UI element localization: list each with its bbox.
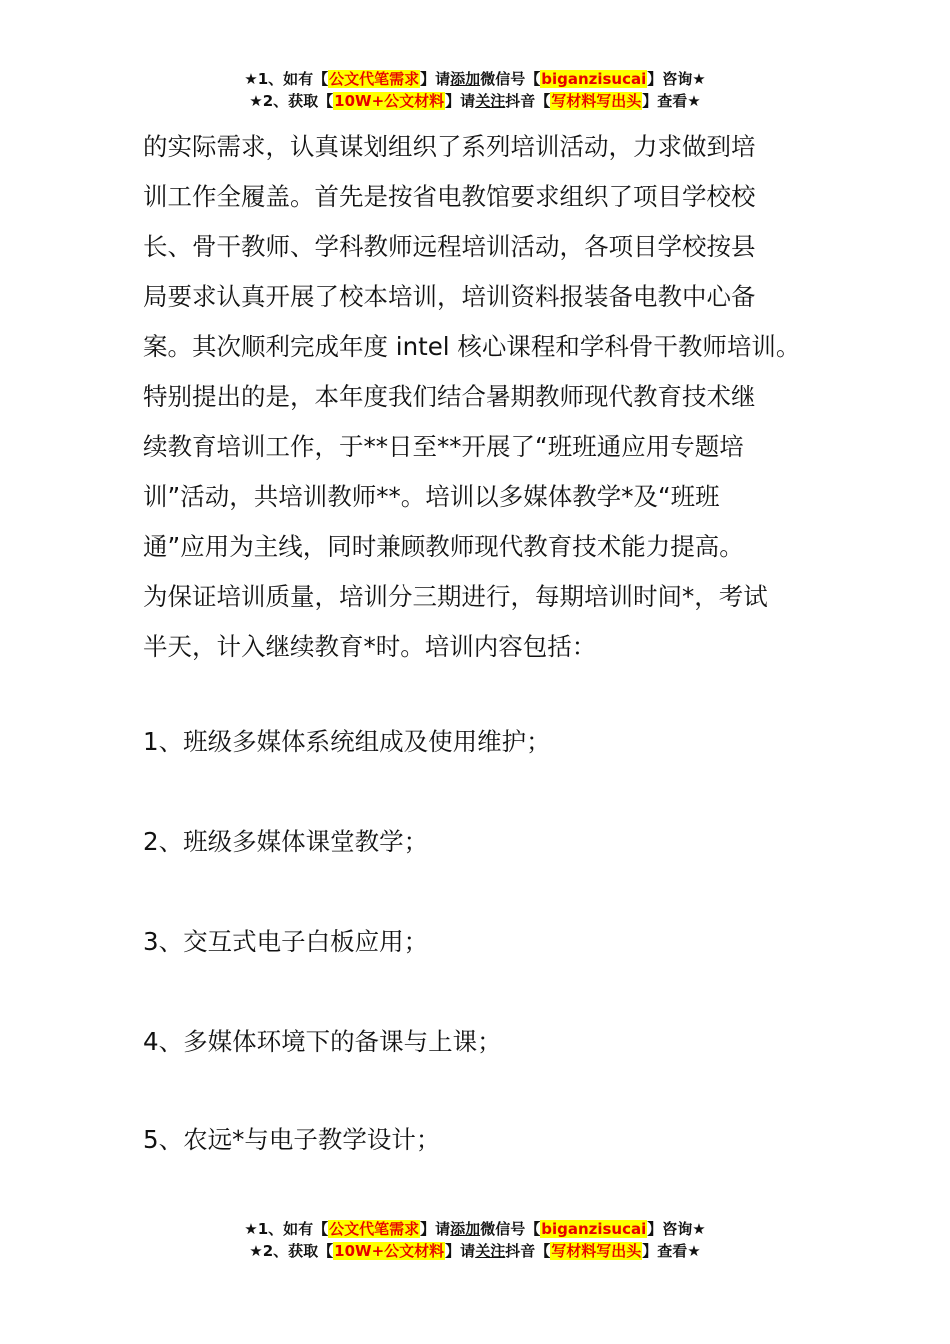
header-text: 1、如有【 (257, 70, 329, 88)
highlight-materials: 10W+公文材料 (334, 92, 445, 110)
header-banner-top (0, 68, 950, 112)
star-icon: ★ (244, 70, 258, 88)
header-text: 微信号【 (480, 70, 541, 88)
highlight-service: 公文代笔需求 (329, 70, 420, 88)
header-underline-text: 添加 (450, 70, 481, 88)
footer-line-2 (0, 1240, 950, 1262)
list-item-5: 5、农远*与电子教学设计； (143, 1125, 441, 1154)
highlight-douyin-account: 写材料写出头 (551, 1242, 642, 1260)
footer-text: 】请 (420, 1220, 451, 1238)
header-banner-bottom (0, 1218, 950, 1262)
star-icon: ★ (687, 92, 701, 110)
footer-text: 】咨询 (647, 1220, 693, 1238)
list-item-2: 2、班级多媒体课堂教学； (143, 827, 429, 856)
header-text: 】查看 (642, 92, 688, 110)
star-icon: ★ (687, 1242, 701, 1260)
header-text: 抖音【 (505, 92, 551, 110)
list-item-1: 1、班级多媒体系统组成及使用维护； (143, 727, 551, 756)
footer-text: 微信号【 (480, 1220, 541, 1238)
header-text: 】咨询 (647, 70, 693, 88)
body-line: 通”应用为主线，同时兼顾教师现代教育技术能力提高。 (143, 532, 744, 561)
footer-underline-text: 关注 (475, 1242, 506, 1260)
footer-text: 1、如有【 (257, 1220, 329, 1238)
header-line-1 (0, 68, 950, 90)
footer-text: 】查看 (642, 1242, 688, 1260)
highlight-materials: 10W+公文材料 (334, 1242, 445, 1260)
body-paragraph (143, 122, 833, 672)
body-line: 特别提出的是，本年度我们结合暑期教师现代教育技术继 (143, 382, 756, 411)
header-text: 】请 (445, 92, 476, 110)
star-icon: ★ (692, 1220, 706, 1238)
body-line: 长、骨干教师、学科教师远程培训活动，各项目学校按县 (143, 232, 756, 261)
list-item-4: 4、多媒体环境下的备课与上课； (143, 1027, 502, 1056)
star-icon: ★ (249, 1242, 263, 1260)
body-line: 训工作全履盖。首先是按省电教馆要求组织了项目学校校 (143, 182, 756, 211)
highlight-douyin-account: 写材料写出头 (551, 92, 642, 110)
body-line: 的实际需求，认真谋划组织了系列培训活动，力求做到培 (143, 132, 756, 161)
highlight-wechat-id: biganzisucai (541, 70, 647, 88)
footer-text: 2、获取【 (262, 1242, 334, 1260)
highlight-wechat-id: biganzisucai (541, 1220, 647, 1238)
body-line: 为保证培训质量，培训分三期进行，每期培训时间*，考试 (143, 582, 768, 611)
list-item-3: 3、交互式电子白板应用； (143, 927, 429, 956)
star-icon: ★ (249, 92, 263, 110)
footer-underline-text: 添加 (450, 1220, 481, 1238)
header-text: 2、获取【 (262, 92, 334, 110)
footer-line-1 (0, 1218, 950, 1240)
header-line-2 (0, 90, 950, 112)
star-icon: ★ (692, 70, 706, 88)
body-line: 训”活动，共培训教师**。培训以多媒体教学*及“班班 (143, 482, 720, 511)
footer-text: 】请 (445, 1242, 476, 1260)
body-line: 局要求认真开展了校本培训，培训资料报装备电教中心备 (143, 282, 756, 311)
footer-text: 抖音【 (505, 1242, 551, 1260)
body-line: 续教育培训工作，于**日至**开展了“班班通应用专题培 (143, 432, 744, 461)
header-text: 】请 (420, 70, 451, 88)
star-icon: ★ (244, 1220, 258, 1238)
body-line: 半天，计入继续教育*时。培训内容包括： (143, 632, 597, 661)
header-underline-text: 关注 (475, 92, 506, 110)
body-line: 案。其次顺利完成年度 intel 核心课程和学科骨干教师培训。 (143, 332, 801, 361)
highlight-service: 公文代笔需求 (329, 1220, 420, 1238)
